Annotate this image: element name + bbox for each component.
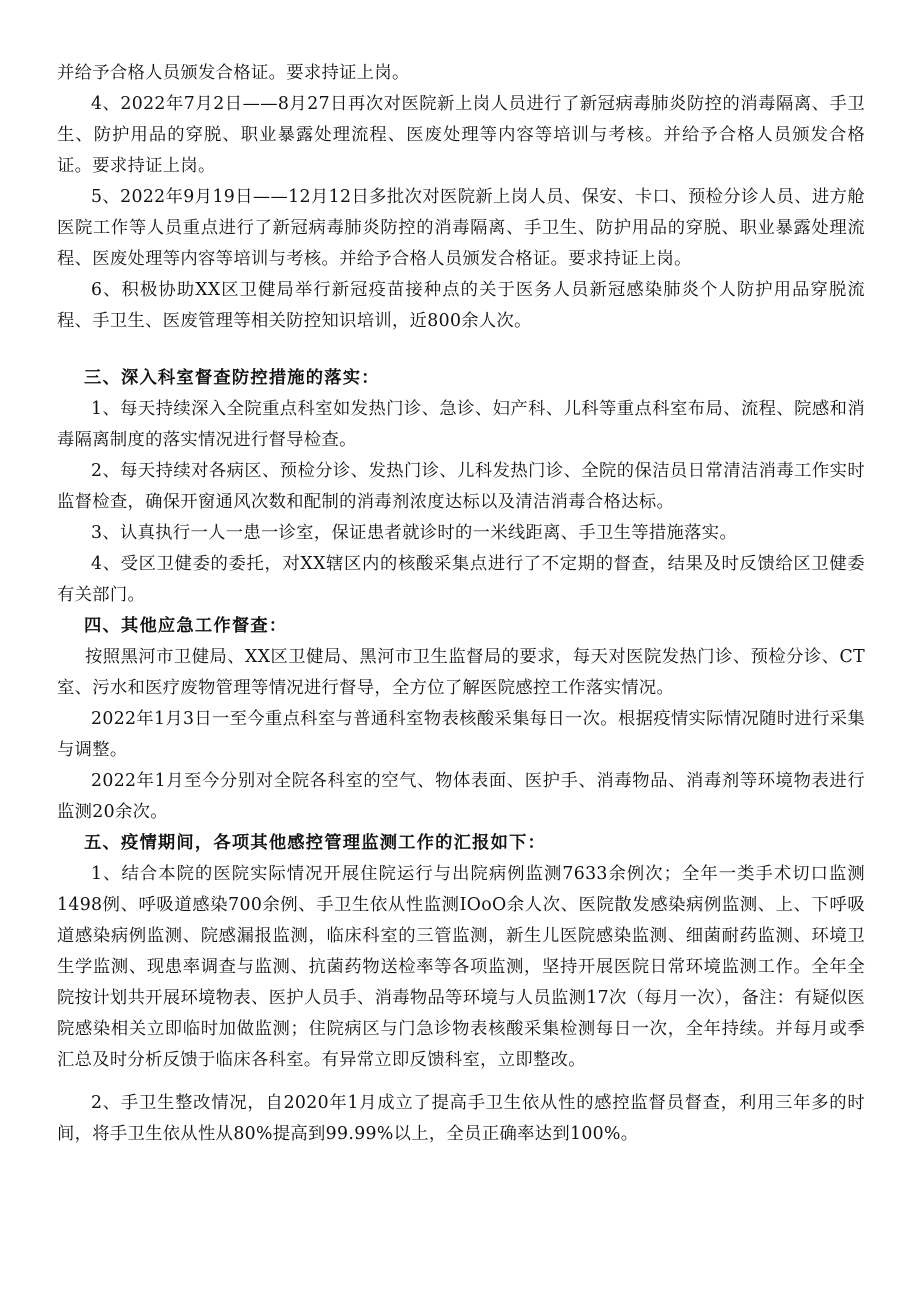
section-3-heading: 三、深入科室督查防控措施的落实： (84, 368, 380, 388)
training-item-6: 6、积极协助XX区卫健局举行新冠疫苗接种点的关于医务人员新冠感染肺炎个人防护用品穿脱流程、手卫生、医废管理等相关防控知识培训，近800余人次。 (57, 280, 865, 331)
section-4-paragraph-2: 2022年1月3日一至今重点科室与普通科室物表核酸采集每日一次。根据疫情实际情况随时进行采集与调整。 (57, 709, 865, 760)
section-3-item-3: 3、认真执行一人一患一诊室，保证患者就诊时的一米线距离、手卫生等措施落实。 (91, 523, 738, 543)
section-3-item-1: 1、每天持续深入全院重点科室如发热门诊、急诊、妇产科、儿科等重点科室布局、流程、院感和消毒隔离制度的落实情况进行督导检查。 (57, 399, 865, 450)
section-3-item-4: 4、受区卫健委的委托，对XX辖区内的核酸采集点进行了不定期的督查，结果及时反馈给区卫健委有关部门。 (57, 554, 865, 605)
section-4-heading: 四、其他应急工作督查： (84, 616, 288, 636)
section-3-item-2: 2、每天持续对各病区、预检分诊、发热门诊、儿科发热门诊、全院的保洁员日常清洁消毒工作实时监督检查，确保开窗通风次数和配制的消毒剂浓度达标以及清洁消毒合格达标。 (57, 461, 865, 512)
training-item-5: 5、2022年9月19日——12月12日多批次对医院新上岗人员、保安、卡口、预检分诊人员、进方舱医院工作等人员重点进行了新冠病毒肺炎防控的消毒隔离、手卫生、防护用品的穿脱、职业暴露处理流程、医废处理等内容等培训与考核。并给予合格人员颁发合格证。要求持证上岗。 (57, 187, 865, 269)
section-4-paragraph-1: 按照黑河市卫健局、XX区卫健局、黑河市卫生监督局的要求，每天对医院发热门诊、预检分诊、CT室、污水和医疗废物管理等情况进行督导，全方位了解医院感控工作落实情况。 (57, 647, 865, 698)
section-5-item-1: 1、结合本院的医院实际情况开展住院运行与出院病例监测7633余例次；全年一类手术切口监测1498例、呼吸道感染700余例、手卫生依从性监测IOoO余人次、医院散发感染病例监测、上、下呼吸道感染病例监测、院感漏报监测，临床科室的三管监测，新生儿医院感染监测、细菌耐药监测、环境卫生学监测、现患率调查与监测、抗菌药物送检率等各项监测，坚持开展医院日常环境监测工作。全年全院按计划共开展环境物表、医护人员手、消毒物品等环境与人员监测17次（每月一次），备注：有疑似医院感染相关立即临时加做监测；住院病区与门急诊物表核酸采集检测每日一次，全年持续。并每月或季汇总及时分析反馈于临床各科室。有异常立即反馈科室，立即整改。 (57, 864, 865, 1070)
training-item-4: 4、2022年7月2日——8月27日再次对医院新上岗人员进行了新冠病毒肺炎防控的消毒隔离、手卫生、防护用品的穿脱、职业暴露处理流程、医废处理等内容等培训与考核。并给予合格人员颁发合格证。要求持证上岗。 (57, 94, 865, 176)
section-4-paragraph-3: 2022年1月至今分别对全院各科室的空气、物体表面、医护手、消毒物品、消毒剂等环境物表进行监测20余次。 (57, 771, 865, 822)
section-5-item-2: 2、手卫生整改情况，自2020年1月成立了提高手卫生依从性的感控监督员督查，利用三年多的时间，将手卫生依从性从80%提高到99.99%以上，全员正确率达到100%。 (57, 1093, 865, 1144)
document-body (57, 58, 865, 1150)
intro-continuation: 并给予合格人员颁发合格证。要求持证上岗。 (57, 63, 410, 83)
section-5-heading: 五、疫情期间，各项其他感控管理监测工作的汇报如下： (84, 833, 547, 853)
